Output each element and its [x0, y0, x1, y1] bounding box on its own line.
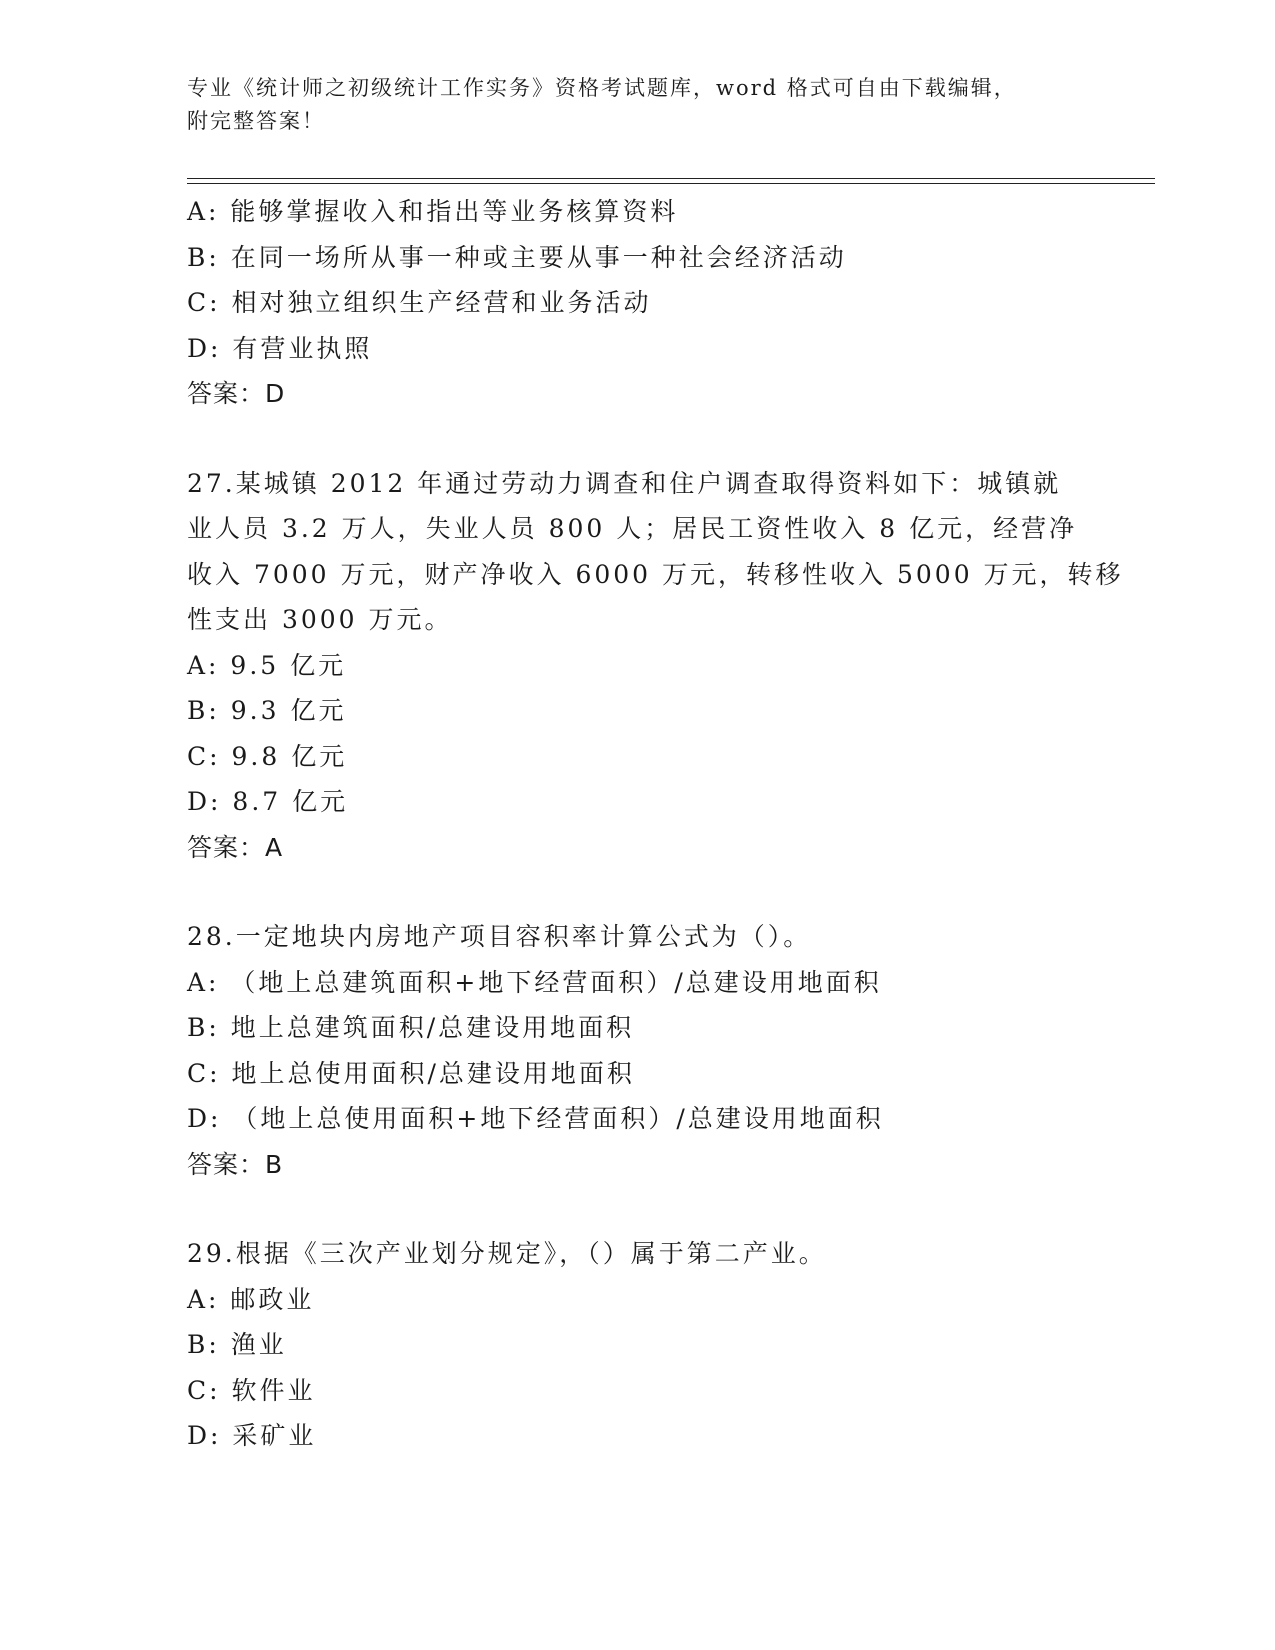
option-c: C: 软件业 — [187, 1375, 316, 1405]
answer-line: 答案：D — [187, 379, 286, 408]
question-29 — [187, 1231, 1087, 1459]
option-a: A: 9.5 亿元 — [187, 650, 347, 680]
question-stem-line: 收入 7000 万元，财产净收入 6000 万元，转移性收入 5000 万元，转移 — [187, 559, 1124, 589]
spacer — [187, 417, 1087, 461]
question-28 — [187, 914, 1087, 1187]
option-a: A: 邮政业 — [187, 1284, 315, 1314]
question-content — [187, 189, 1124, 1459]
option-b: B: 9.3 亿元 — [187, 696, 347, 725]
option-b: B: 渔业 — [187, 1330, 287, 1359]
option-d: D: 8.7 亿元 — [187, 787, 349, 816]
document-header — [187, 72, 1067, 138]
question-stem-line: 性支出 3000 万元。 — [187, 605, 453, 634]
question-stem-line: 27.某城镇 2012 年通过劳动力调查和住户调查取得资料如下：城镇就 — [187, 468, 1062, 498]
option-c: C: 9.8 亿元 — [187, 741, 348, 771]
header-divider — [187, 178, 1155, 184]
option-d: D: 采矿业 — [187, 1421, 317, 1450]
spacer — [187, 1187, 1087, 1231]
spacer — [187, 870, 1087, 914]
option-a: A: 能够掌握收入和指出等业务核算资料 — [187, 197, 679, 226]
option-d: D: 有营业执照 — [187, 333, 373, 363]
question-26 — [187, 189, 1087, 417]
option-b: B: 地上总建筑面积/总建设用地面积 — [187, 1013, 635, 1042]
option-a: A: （地上总建筑面积+地下经营面积）/总建设用地面积 — [187, 967, 882, 997]
option-b: B: 在同一场所从事一种或主要从事一种社会经济活动 — [187, 242, 847, 272]
header-line-2: 附完整答案！ — [187, 109, 325, 133]
option-c: C: 相对独立组织生产经营和业务活动 — [187, 288, 652, 317]
question-27 — [187, 461, 1124, 871]
question-stem: 28.一定地块内房地产项目容积率计算公式为（）。 — [187, 922, 812, 951]
question-stem-line: 业人员 3.2 万人，失业人员 800 人；居民工资性收入 8 亿元，经营净 — [187, 514, 1078, 543]
option-d: D: （地上总使用面积+地下经营面积）/总建设用地面积 — [187, 1104, 884, 1133]
header-line-1: 专业《统计师之初级统计工作实务》资格考试题库，word 格式可自由下载编辑， — [187, 76, 1017, 100]
question-stem: 29.根据《三次产业划分规定》，（）属于第二产业。 — [187, 1239, 827, 1268]
answer-line: 答案：B — [187, 1149, 284, 1179]
option-c: C: 地上总使用面积/总建设用地面积 — [187, 1058, 635, 1088]
answer-line: 答案：A — [187, 832, 284, 862]
